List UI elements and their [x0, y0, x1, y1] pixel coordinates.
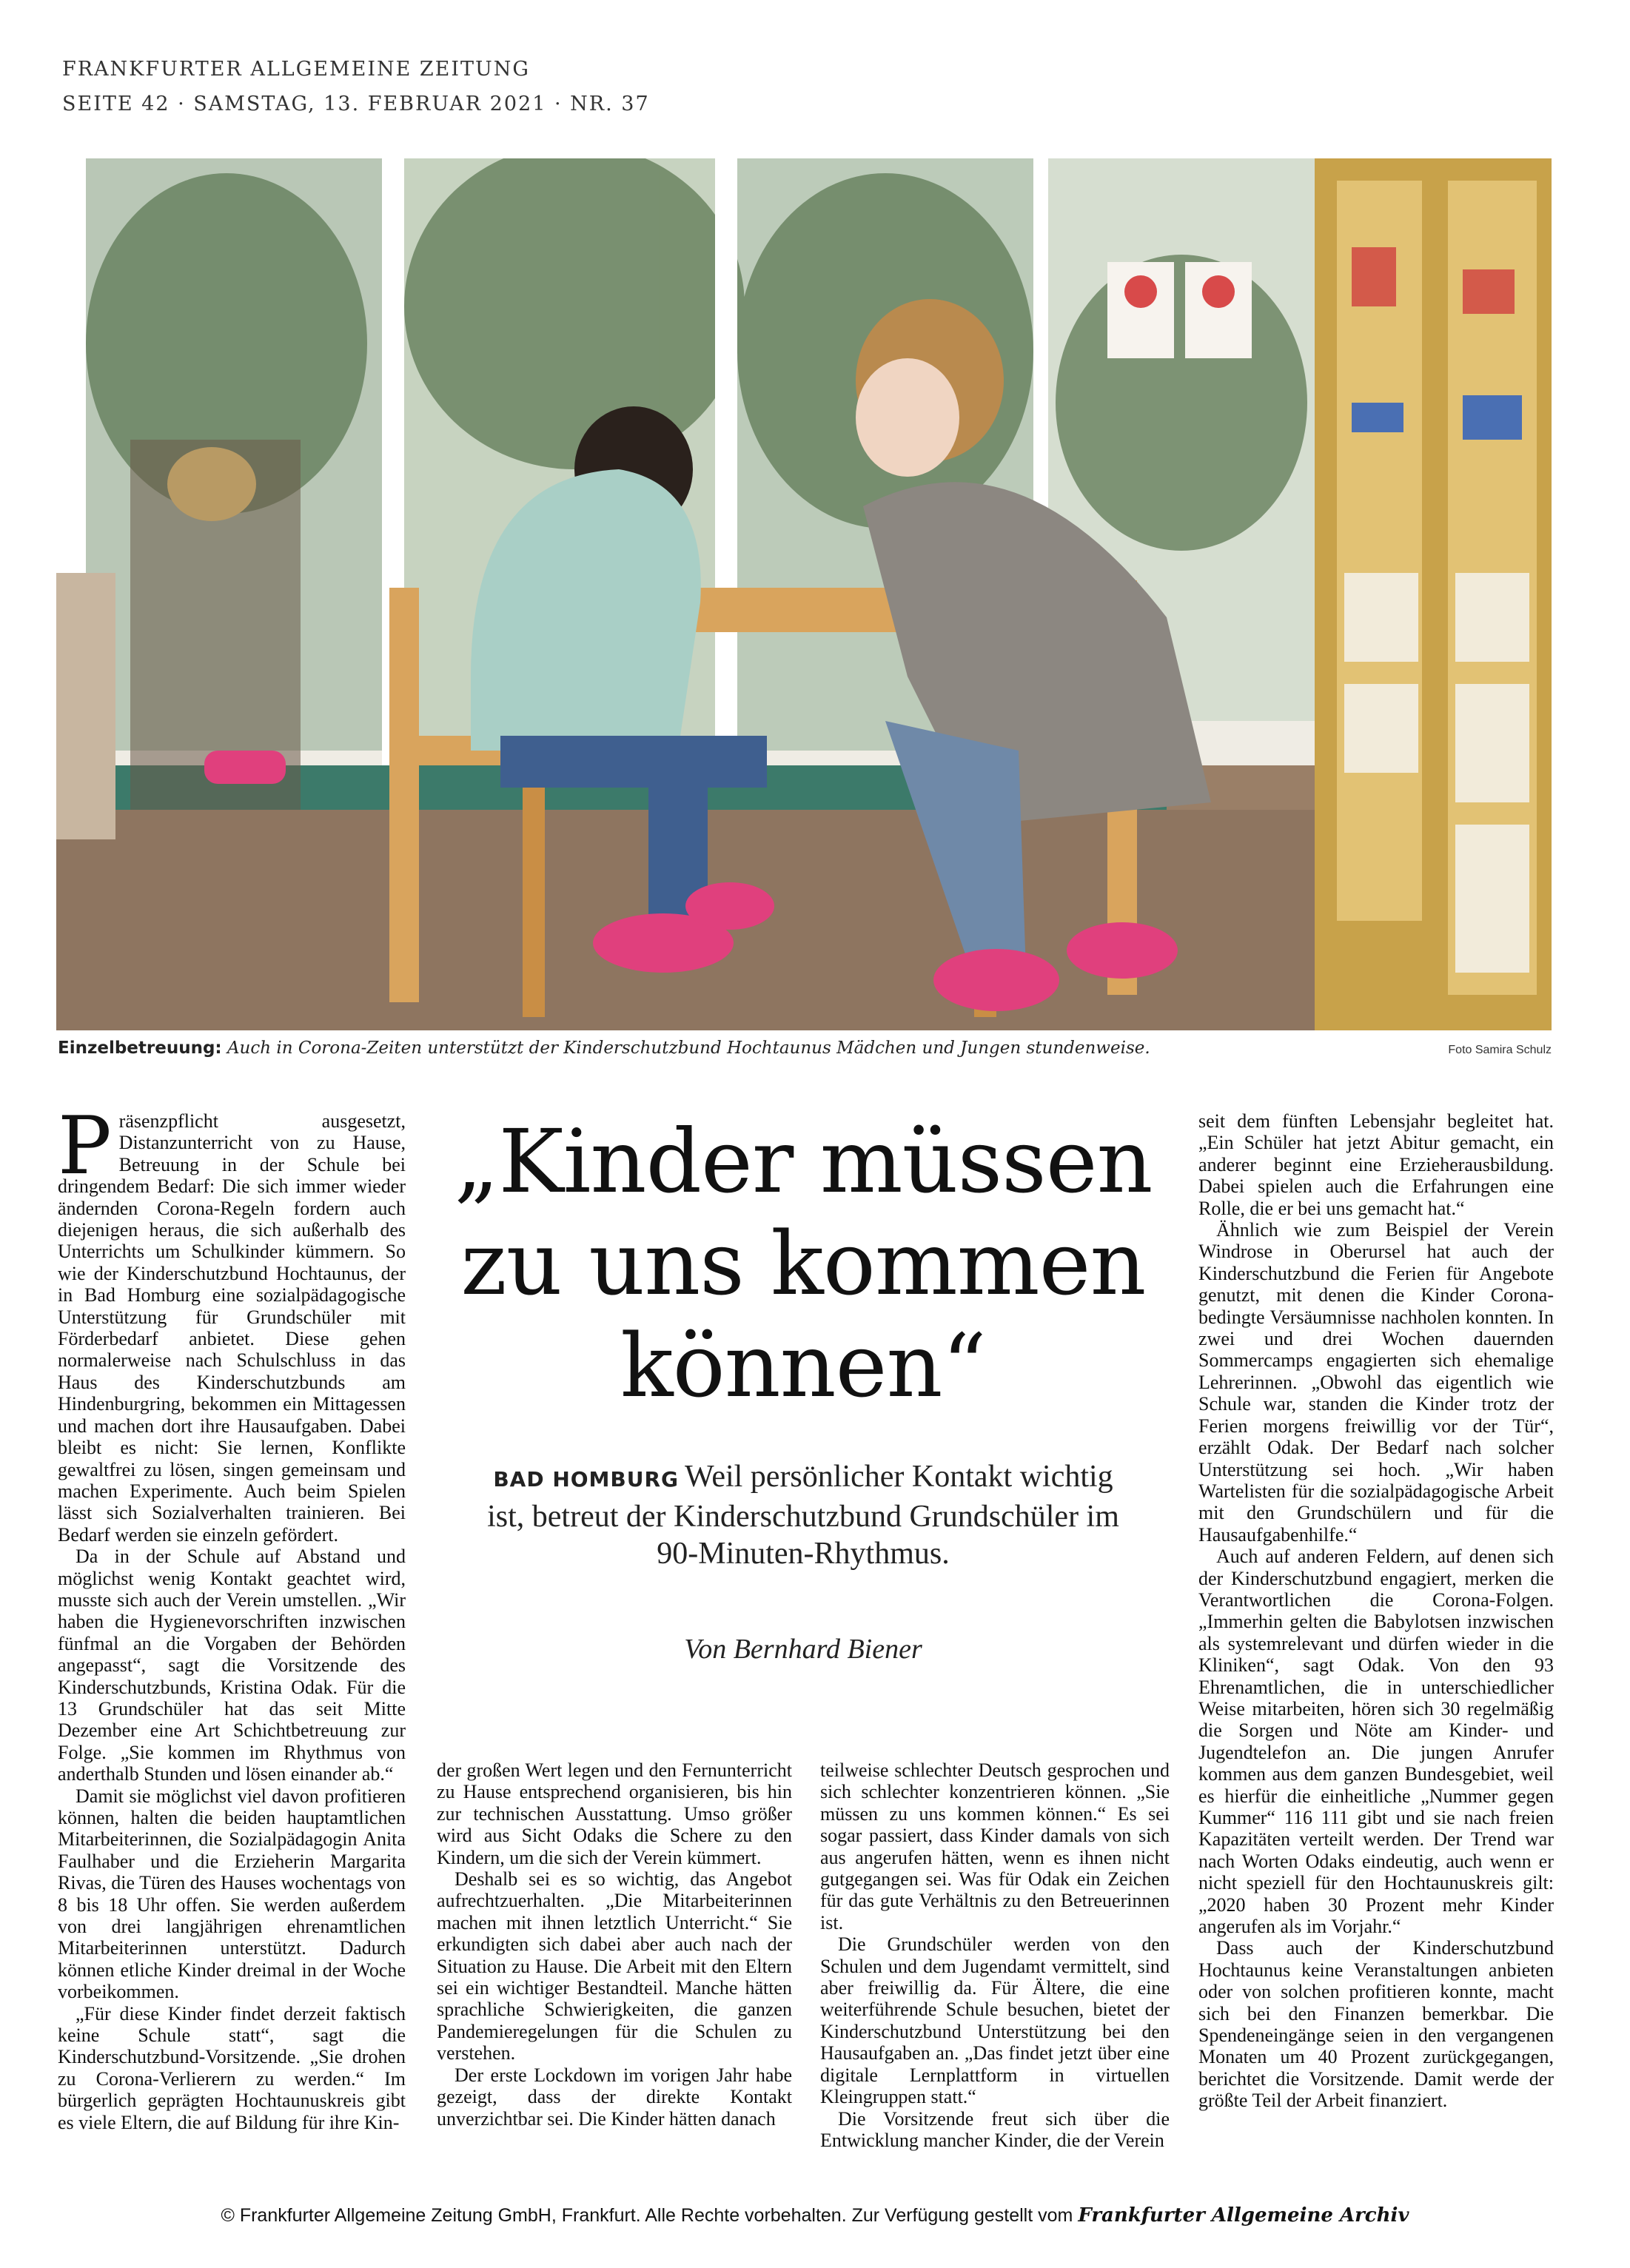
article-paragraph: teilweise schlechter Deutsch gesprochen und sich schlechter konzentrieren können. „Sie müssen zu uns kommen können.“ Es sei sogar passiert, dass Kinder damals von sich aus angerufen hätten, wenn es ihnen nicht gutgegangen sei. Was für Odak ein Zeichen für das gute Verhältnis zu den Betreuerinnen ist. — [820, 1759, 1170, 1933]
article-paragraph: Die Grundschüler werden von den Schulen und dem Jugendamt vermittelt, sind aber freiwillig da. Für Ältere, die eine weiterführende Schule besuchen, bietet der Kinderschutzbund Unterstützung bei den Hausaufgaben an. „Das findet jetzt über eine digitale Lernplattform in virtuellen Kleingruppen statt.“ — [820, 1933, 1170, 2108]
article-column-2 — [437, 1759, 792, 2155]
article-paragraph: Der erste Lockdown im vorigen Jahr habe gezeigt, dass der direkte Kontakt unverzichtbar sei. Die Kinder hätten danach — [437, 2064, 792, 2130]
byline: Von Bernhard Biener — [684, 1634, 922, 1665]
article-column-3 — [820, 1759, 1170, 2155]
paper-name: FRANKFURTER ALLGEMEINE ZEITUNG — [62, 58, 530, 81]
dateline: BAD HOMBURG — [493, 1467, 680, 1492]
archive-logo: Frankfurter Allgemeine Archiv — [1078, 2204, 1409, 2227]
article-column-1 — [58, 1110, 406, 2155]
article-photo — [56, 158, 1552, 1030]
article-paragraph: Deshalb sei es so wichtig, das Angebot aufrechtzuerhalten. „Die Mitarbeiterinnen machen mit ihnen letztlich Unterricht.“ Sie erkundigten sich dabei aber auch nach der Situation zu Hause. Die Arbeit mit den Eltern sei ein wichtiger Bestandteil. Manche hätten sprachliche Schwierigkeiten, die ganzen Pandemieregelungen für die Schulen zu verstehen. — [437, 1868, 792, 2064]
article-paragraph: Dass auch der Kinderschutzbund Hochtaunus keine Veranstaltungen anbieten oder von solchen profitieren konnte, macht sich bei den Finanzen bemerkbar. Die Spendeneingänge seien in den vergangenen Monaten um 40 Prozent zurückgegangen, berichtet die Vorsitzende. Damit werde der größte Teil der Arbeit finanziert. — [1198, 1937, 1554, 2112]
headline-line: zu uns kommen — [460, 1212, 1146, 1315]
article-paragraph: Ähnlich wie zum Beispiel der Verein Windrose in Oberursel hat auch der Kinderschutzbund die Ferien für Angebote genutzt, mit denen die Kinder Corona-bedingte Versäumnisse nachholen konnten. In zwei und drei Wochen dauernden Sommercamps engagierten sich ehemalige Lehrerinnen. „Obwohl das eigentlich wie Schule war, standen die Kinder trotz der Ferien morgens freiwillig vor der Tür“, erzählt Odak. Der Bedarf nach solcher Unterstützung sei hoch. „Wir haben Wartelisten für die sozialpädagogische Arbeit mit den Grundschülern und für die Hausaufgabenhilfe.“ — [1198, 1219, 1554, 1546]
caption-lead: Einzelbetreuung: — [58, 1039, 222, 1058]
article-paragraph: der großen Wert legen und den Fernunterricht zu Hause entsprechend organisieren, bis hin zur technischen Ausstattung. Umso größer wird aus Sicht Odaks die Schere zu den Kindern, um die sich der Verein kümmert. — [437, 1759, 792, 1868]
article-paragraph: seit dem fünften Lebensjahr begleitet hat. „Ein Schüler hat jetzt Abitur gemacht, ein anderer beginnt eine Erzieherausbildung. Dabei spielen auch die Erfahrungen eine Rolle, die er bei uns gemacht hat.“ — [1198, 1110, 1554, 1219]
footer — [0, 2204, 1630, 2227]
dropcap: P — [58, 1110, 112, 1192]
article-paragraph: Auch auf anderen Feldern, auf denen sich der Kinderschutzbund engagiert, merken die Verantwortlichen die Corona-Folgen. „Immerhin gelten die Babylotsen inzwischen als systemrelevant und dürfen wieder in die Kliniken“, sagt Odak. Von den 93 Ehrenamtlichen, die in unterschiedlicher Weise mitarbeiten, hören sich 30 regelmäßig die Sorgen und Nöte am Kinder- und Jugendtelefon an. Die jungen Anrufer kommen aus dem ganzen Bundesgebiet, weil es hierfür die einheitliche „Nummer gegen Kummer“ 116 111 gibt und sie nach freien Kapazitäten verteilt werden. Der Trend war nach Worten Odaks eindeutig, auch wenn er nicht speziell für den Hochtaunuskreis gilt: „2020 haben 30 Prozent mehr Kinder angerufen als im Vorjahr.“ — [1198, 1546, 1554, 1938]
article-paragraph — [58, 1110, 406, 1546]
photo-illustration — [56, 158, 1552, 1030]
headline-line: können“ — [620, 1315, 986, 1417]
caption-text: Auch in Corona-Zeiten unterstützt der Kinderschutzbund Hochtaunus Mädchen und Jungen stundenweise. — [227, 1039, 1150, 1058]
article-paragraph: Die Vorsitzende freut sich über die Entwicklung mancher Kinder, die der Verein — [820, 2107, 1170, 2151]
article-paragraph: „Für diese Kinder findet derzeit faktisch keine Schule statt“, sagt die Kinderschutzbund-Vorsitzende. „Sie drohen zu Corona-Verlierern zu werden.“ Im bürgerlich geprägten Hochtaunuskreis gibt es viele Eltern, die auf Bildung für ihre Kin- — [58, 2002, 406, 2133]
paragraph-text: räsenzpflicht ausgesetzt, Distanzunterricht von zu Hause, Betreuung in der Schule bei dringendem Bedarf: Die sich immer wieder ändernden Corona-Regeln fordern auch diejenigen heraus, die sich außerhalb des Unterrichts um Schulkinder kümmern. So wie der Kinderschutzbund Hochtaunus, der in Bad Homburg eine sozialpädagogische Unterstützung für Grundschüler mit Förderbedarf anbietet. Diese gehen normalerweise nach Schulschluss in das Haus des Kinderschutzbunds am Hindenburgring, bekommen ein Mittagessen und machen dort ihre Hausaufgaben. Dabei bleibt es nicht: Sie lernen, Konflikte gewaltfrei zu lösen, singen gemeinsam und machen Experimente. Auch beim Spielen lässt sich Sozialverhalten trainieren. Bei Bedarf werden sie einzeln gefördert. — [58, 1110, 406, 1546]
article-paragraph: Damit sie möglichst viel davon profitieren können, halten die beiden hauptamtlichen Mitarbeiterinnen, die Sozialpädagogin Anita Faulhaber und die Erzieherin Margarita Rivas, die Türen des Hauses wochentags von 8 bis 18 Uhr offen. Sie werden außerdem von drei langjährigen ehrenamtlichen Mitarbeiterinnen unterstützt. Dadurch können etliche Kinder dreimal in der Woche vorbeikommen. — [58, 1785, 406, 2003]
copyright-notice: © Frankfurter Allgemeine Zeitung GmbH, Frankfurt. Alle Rechte vorbehalten. Zur Verfügung gestellt vom — [221, 2205, 1073, 2226]
teaser — [474, 1458, 1133, 1572]
teaser-text: Weil persönlicher Kontakt wichtig ist, betreut der Kinderschutzbund Grundschüler im 90-Minuten-Rhythmus. — [487, 1460, 1119, 1571]
photo-credit: Foto Samira Schulz — [1448, 1044, 1552, 1056]
headline-line: „Kinder müssen — [454, 1110, 1153, 1212]
masthead — [62, 52, 650, 122]
headline — [437, 1110, 1170, 1417]
issue-line: SEITE 42 · SAMSTAG, 13. FEBRUAR 2021 · NR. 37 — [62, 93, 650, 116]
article-paragraph: Da in der Schule auf Abstand und möglichst wenig Kontakt geachtet wird, musste sich auch der Verein umstellen. „Wir haben die Hygienevorschriften inzwischen fünfmal an die Vorgaben der Behörden angepasst“, sagt die Vorsitzende des Kinderschutzbunds, Kristina Odak. Für die 13 Grundschüler hat das seit Mitte Dezember eine Art Schichtbetreuung zur Folge. „Sie kommen im Rhythmus von anderthalb Stunden und lösen einander ab.“ — [58, 1546, 406, 1785]
photo-caption — [58, 1039, 1464, 1058]
article-column-4 — [1198, 1110, 1554, 2155]
